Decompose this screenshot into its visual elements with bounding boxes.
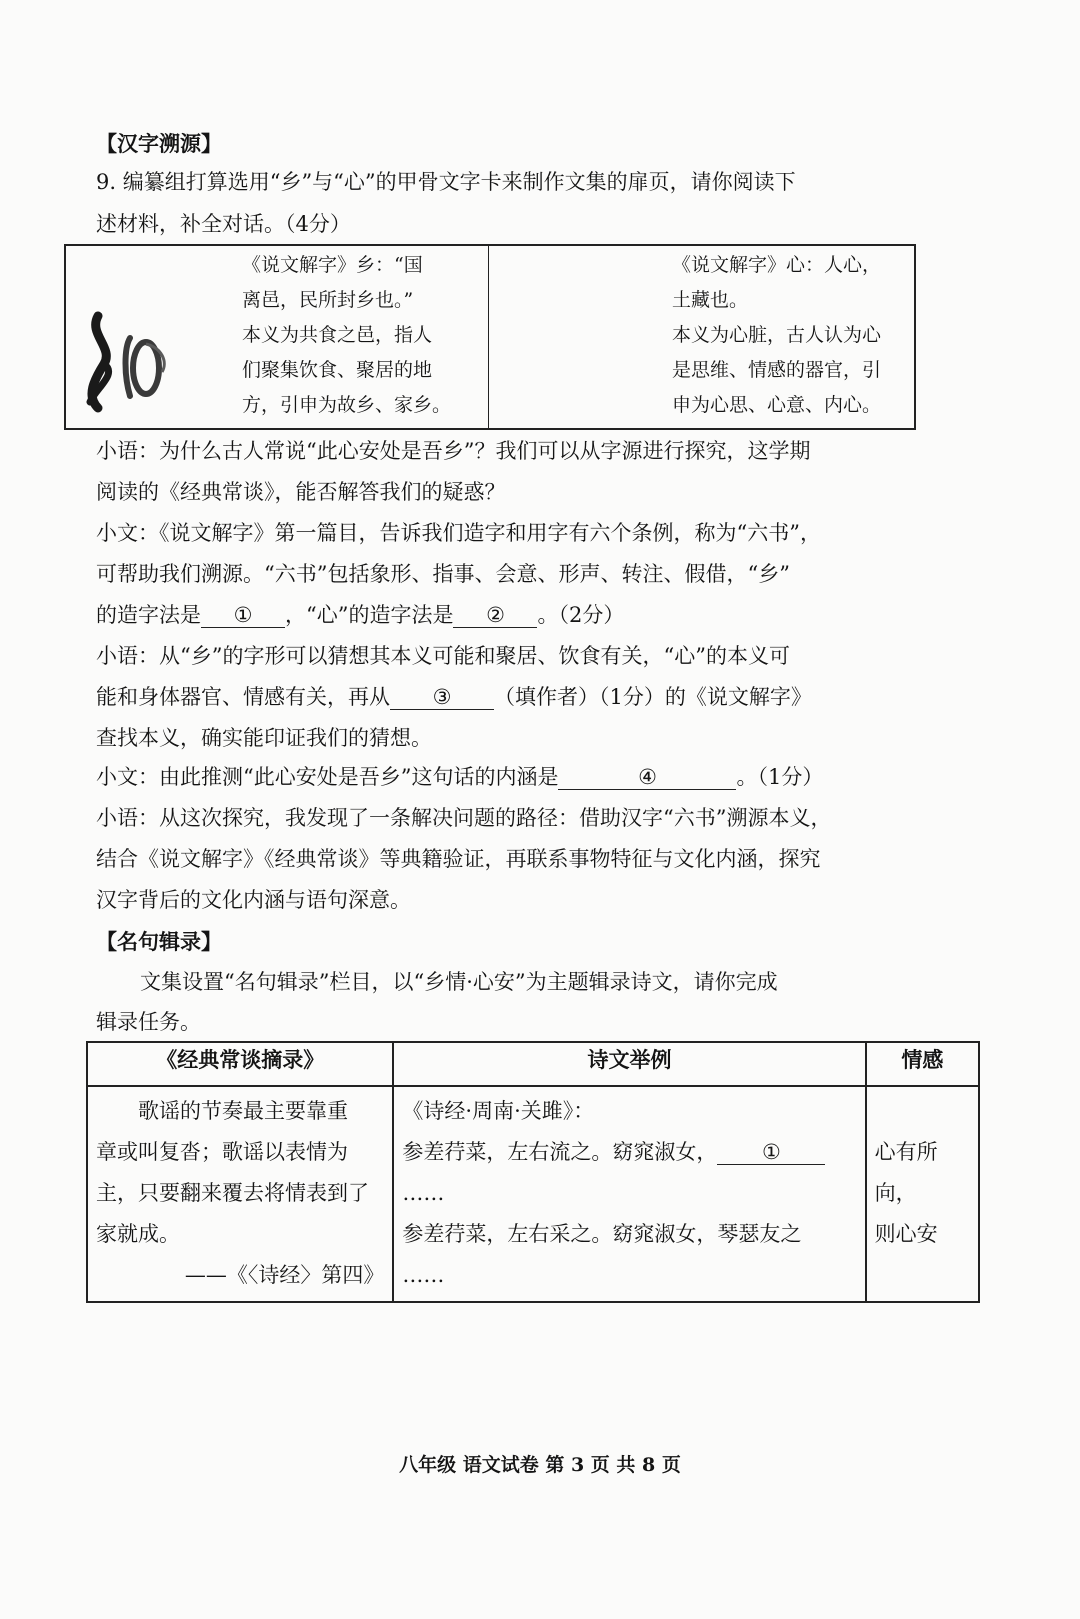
text-segment: （填作者）（1分）的《说文解字》: [494, 685, 812, 709]
table-header: 诗文举例: [393, 1042, 865, 1086]
xiang-line: 方，引申为故乡、家乡。: [242, 394, 452, 416]
xiang-line: 《说文解字》乡：“国: [242, 254, 423, 276]
poem-title: 《诗经·周南·关雎》：: [402, 1099, 595, 1123]
oracle-bone-xiang-glyph: [84, 304, 174, 414]
poem-line-2: 参差荇菜，左右采之。窈窕淑女，琴瑟友之: [402, 1222, 802, 1246]
poem-line-1: [402, 1132, 856, 1173]
xiang-line: 离邑，民所封乡也。”: [242, 289, 414, 311]
dialog-xiaoyu-3: 小语：从这次探究，我发现了一条解决问题的路径：借助汉字“六书”溯源本义，: [96, 806, 832, 830]
dialog-xiaowen-1-blanks: [96, 594, 624, 636]
page-footer: 八年级 语文试卷 第 3 页 共 8 页: [399, 1454, 681, 1476]
dialog-xiaoyu-3-cont: 结合《说文解字》《经典常谈》等典籍验证，再联系事物特征与文化内涵，探究: [96, 847, 821, 871]
section-2-intro-cont: 辑录任务。: [96, 1010, 201, 1034]
text-segment: 。（2分）: [537, 603, 625, 627]
poem-ellipsis: ……: [402, 1181, 445, 1205]
answer-blank-3[interactable]: ③: [390, 685, 494, 710]
dialog-xiaowen-1: 小文：《说文解字》第一篇目，告诉我们造字和用字有六个条例，称为“六书”，: [96, 521, 821, 545]
section-title-mingju-jilu: 【名句辑录】: [96, 929, 222, 954]
section-2-intro: 文集设置“名句辑录”栏目，以“乡情·心安”为主题辑录诗文，请你完成: [140, 970, 778, 994]
answer-blank-1[interactable]: ①: [201, 603, 285, 628]
xin-line: 是思维、情感的器官，引: [672, 359, 882, 381]
dialog-xiaoyu-3-end: 汉字背后的文化内涵与语句深意。: [96, 888, 411, 912]
text-segment: 的造字法是: [96, 603, 201, 627]
quote-compilation-table: [86, 1041, 980, 1303]
dialog-xiaowen-2: [96, 756, 823, 798]
text-segment: 参差荇菜，左右流之。窈窕淑女，: [402, 1140, 718, 1164]
excerpt-line: 歌谣的节奏最主要靠重: [138, 1099, 348, 1123]
table-header: 《经典常谈摘录》: [87, 1042, 393, 1086]
section-title-hanzi-suyuan: 【汉字溯源】: [96, 131, 222, 156]
dialog-xiaoyu-2-blank: [96, 676, 812, 718]
poem-ellipsis: ……: [402, 1263, 445, 1287]
excerpt-source: ——《〈诗经〉第四》: [184, 1263, 385, 1287]
dialog-xiaoyu-1: 小语：为什么古人常说“此心安处是吾乡”？我们可以从字源进行探究，这学期: [96, 439, 811, 463]
question-9-stem-cont: 述材料，补全对话。（4分）: [96, 212, 351, 236]
text-segment: ，“心”的造字法是: [285, 603, 454, 627]
table-header-row: [87, 1042, 979, 1086]
box-divider: [488, 246, 489, 428]
emotion-line: 心有所向，: [874, 1140, 938, 1205]
xiang-line: 们聚集饮食、聚居的地: [242, 359, 433, 381]
emotion-line: 则心安: [874, 1222, 938, 1246]
poem-cell: [393, 1086, 865, 1302]
table-row: [87, 1086, 979, 1302]
oracle-bone-material-box: [64, 244, 916, 430]
text-segment: 。（1分）: [736, 765, 824, 789]
xin-line: 本义为心脏，古人认为心: [672, 324, 882, 346]
answer-blank-2[interactable]: ②: [453, 603, 537, 628]
emotion-cell: [866, 1086, 979, 1302]
dialog-xiaoyu-1-cont: 阅读的《经典常谈》，能否解答我们的疑惑？: [96, 480, 506, 504]
question-9-stem: 9. 编纂组打算选用“乡”与“心”的甲骨文字卡来制作文集的扉页，请你阅读下: [96, 170, 796, 194]
text-segment: 小文：由此推测“此心安处是吾乡”这句话的内涵是: [96, 765, 559, 789]
excerpt-line: 家就成。: [96, 1222, 180, 1246]
dialog-xiaowen-1-cont: 可帮助我们溯源。“六书”包括象形、指事、会意、形声、转注、假借，“乡”: [96, 562, 790, 586]
dialog-xiaoyu-2: 小语：从“乡”的字形可以猜想其本义可能和聚居、饮食有关，“心”的本义可: [96, 644, 790, 668]
dialog-xiaoyu-2-cont: 查找本义，确实能印证我们的猜想。: [96, 726, 432, 750]
xin-definition: [672, 248, 881, 423]
poem-answer-blank[interactable]: ①: [717, 1140, 825, 1165]
excerpt-cell: [87, 1086, 393, 1302]
answer-blank-4[interactable]: ④: [558, 765, 736, 790]
xin-line: 申为心思、心意、内心。: [672, 394, 882, 416]
text-segment: 能和身体器官、情感有关，再从: [96, 685, 390, 709]
xiang-definition: [242, 248, 451, 423]
excerpt-line: 主，只要翻来覆去将情表到了: [96, 1181, 369, 1205]
table-header: 情感: [866, 1042, 979, 1086]
xin-line: 《说文解字》心：人心，: [672, 254, 882, 276]
xiang-line: 本义为共食之邑，指人: [242, 324, 433, 346]
xin-line: 土藏也。: [672, 289, 749, 311]
excerpt-line: 章或叫复沓；歌谣以表情为: [96, 1140, 348, 1164]
